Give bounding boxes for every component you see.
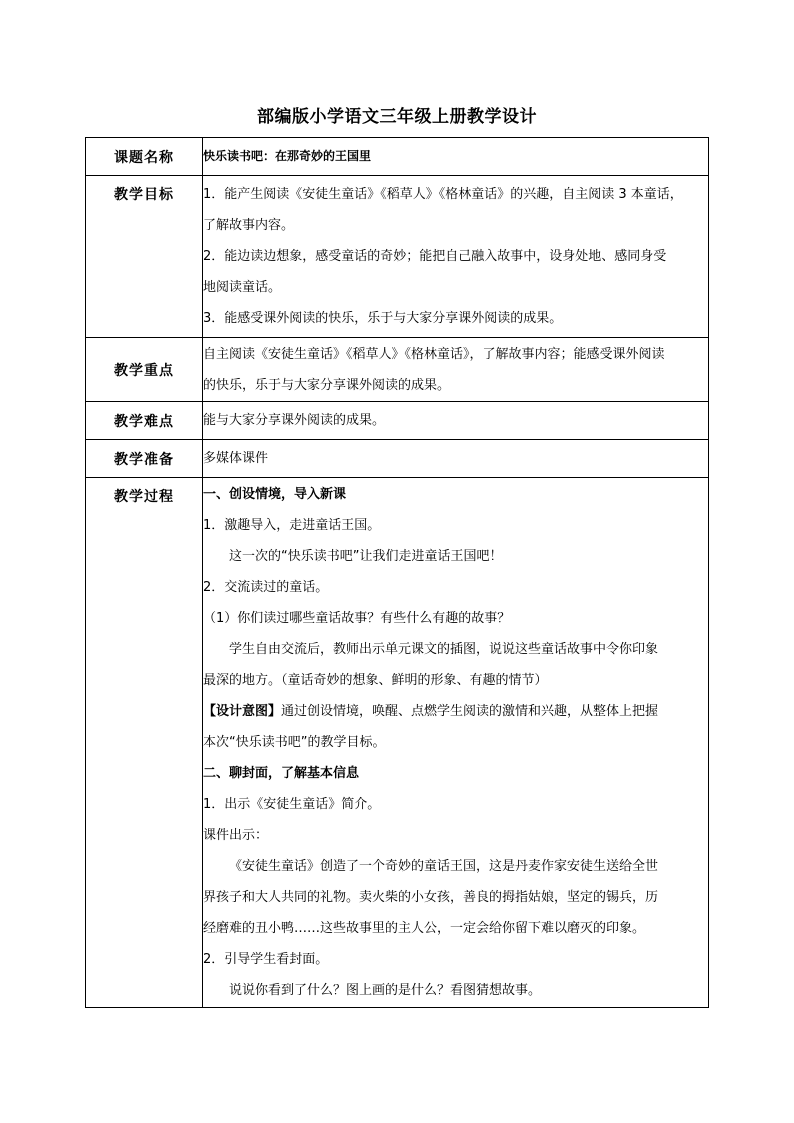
- table-row-process: [86, 478, 709, 1008]
- document-title: 部编版小学语文三年级上册教学设计: [257, 107, 537, 127]
- table-row-key-points: [86, 338, 709, 402]
- process-design-intent: [203, 696, 708, 727]
- process-line: 1．激趣导入，走进童话王国。: [203, 518, 381, 533]
- key-points-cell: [203, 338, 709, 402]
- preparation-value: 多媒体课件: [203, 451, 269, 466]
- difficulties-label: 教学难点: [86, 402, 203, 440]
- process-line: 《安徒生童话》创造了一个奇妙的童话王国，这是丹麦作家安徒生送给全世: [229, 859, 659, 874]
- table-row-difficulties: [86, 402, 709, 440]
- objectives-line: 地阅读童话。: [203, 280, 282, 295]
- lesson-plan-table: [85, 137, 709, 1008]
- objectives-line: 3．能感受课外阅读的快乐，乐于与大家分享课外阅读的成果。: [203, 311, 563, 326]
- preparation-cell: [203, 440, 709, 478]
- table-row-topic: [86, 138, 709, 176]
- process-cell: [203, 478, 709, 1008]
- process-section1-heading: 一、创设情境，导入新课: [203, 487, 347, 502]
- process-line: 本次“快乐读书吧”的教学目标。: [203, 735, 386, 750]
- topic-value-cell: [203, 138, 709, 176]
- process-line: 1．出示《安徒生童话》简介。: [203, 797, 381, 812]
- process-section2-heading: 二、聊封面，了解基本信息: [203, 766, 360, 781]
- process-line: 说说你看到了什么？图上画的是什么？看图猜想故事。: [229, 983, 542, 998]
- difficulties-value: 能与大家分享课外阅读的成果。: [203, 413, 386, 428]
- process-line: 最深的地方。（童话奇妙的想象、鲜明的形象、有趣的情节）: [203, 673, 548, 688]
- design-intent-tag: 【设计意图】: [203, 704, 282, 719]
- objectives-line: 1．能产生阅读《安徒生童话》《稻草人》《格林童话》的兴趣，自主阅读 3 本童话，: [203, 187, 683, 202]
- objectives-line: 了解故事内容。: [203, 218, 295, 233]
- key-points-label: 教学重点: [86, 338, 203, 402]
- objectives-line: 2．能边读边想象，感受童话的奇妙；能把自己融入故事中，设身处地、感同身受: [203, 249, 667, 264]
- process-label: 教学过程: [86, 478, 203, 1008]
- key-points-line: 的快乐，乐于与大家分享课外阅读的成果。: [203, 377, 451, 393]
- process-line: 经磨难的丑小鸭……这些故事里的主人公，一定会给你留下难以磨灭的印象。: [203, 921, 646, 936]
- design-intent-text: 通过创设情境，唤醒、点燃学生阅读的激情和兴趣，从整体上把握: [281, 704, 659, 719]
- process-line: 界孩子和大人共同的礼物。卖火柴的小女孩，善良的拇指姑娘，坚定的锡兵，历: [203, 890, 659, 905]
- table-row-objectives: [86, 176, 709, 338]
- process-line: 学生自由交流后，教师出示单元课文的插图，说说这些童话故事中令你印象: [229, 642, 659, 657]
- process-line: 这一次的“快乐读书吧”让我们走进童话王国吧！: [229, 549, 503, 564]
- key-points-line: 自主阅读《安徒生童话》《稻草人》《格林童话》，了解故事内容；能感受课外阅读: [203, 346, 665, 362]
- preparation-label: 教学准备: [86, 440, 203, 478]
- process-line: 课件出示：: [203, 828, 269, 843]
- topic-value: 快乐读书吧：在那奇妙的王国里: [203, 149, 372, 163]
- objectives-label: 教学目标: [86, 176, 203, 338]
- table-row-preparation: [86, 440, 709, 478]
- topic-label: 课题名称: [86, 138, 203, 176]
- process-line: （1）你们读过哪些童话故事？有些什么有趣的故事？: [203, 611, 511, 626]
- difficulties-cell: [203, 402, 709, 440]
- process-line: 2．交流读过的童话。: [203, 580, 329, 595]
- objectives-cell: [203, 176, 709, 338]
- process-line: 2．引导学生看封面。: [203, 952, 329, 967]
